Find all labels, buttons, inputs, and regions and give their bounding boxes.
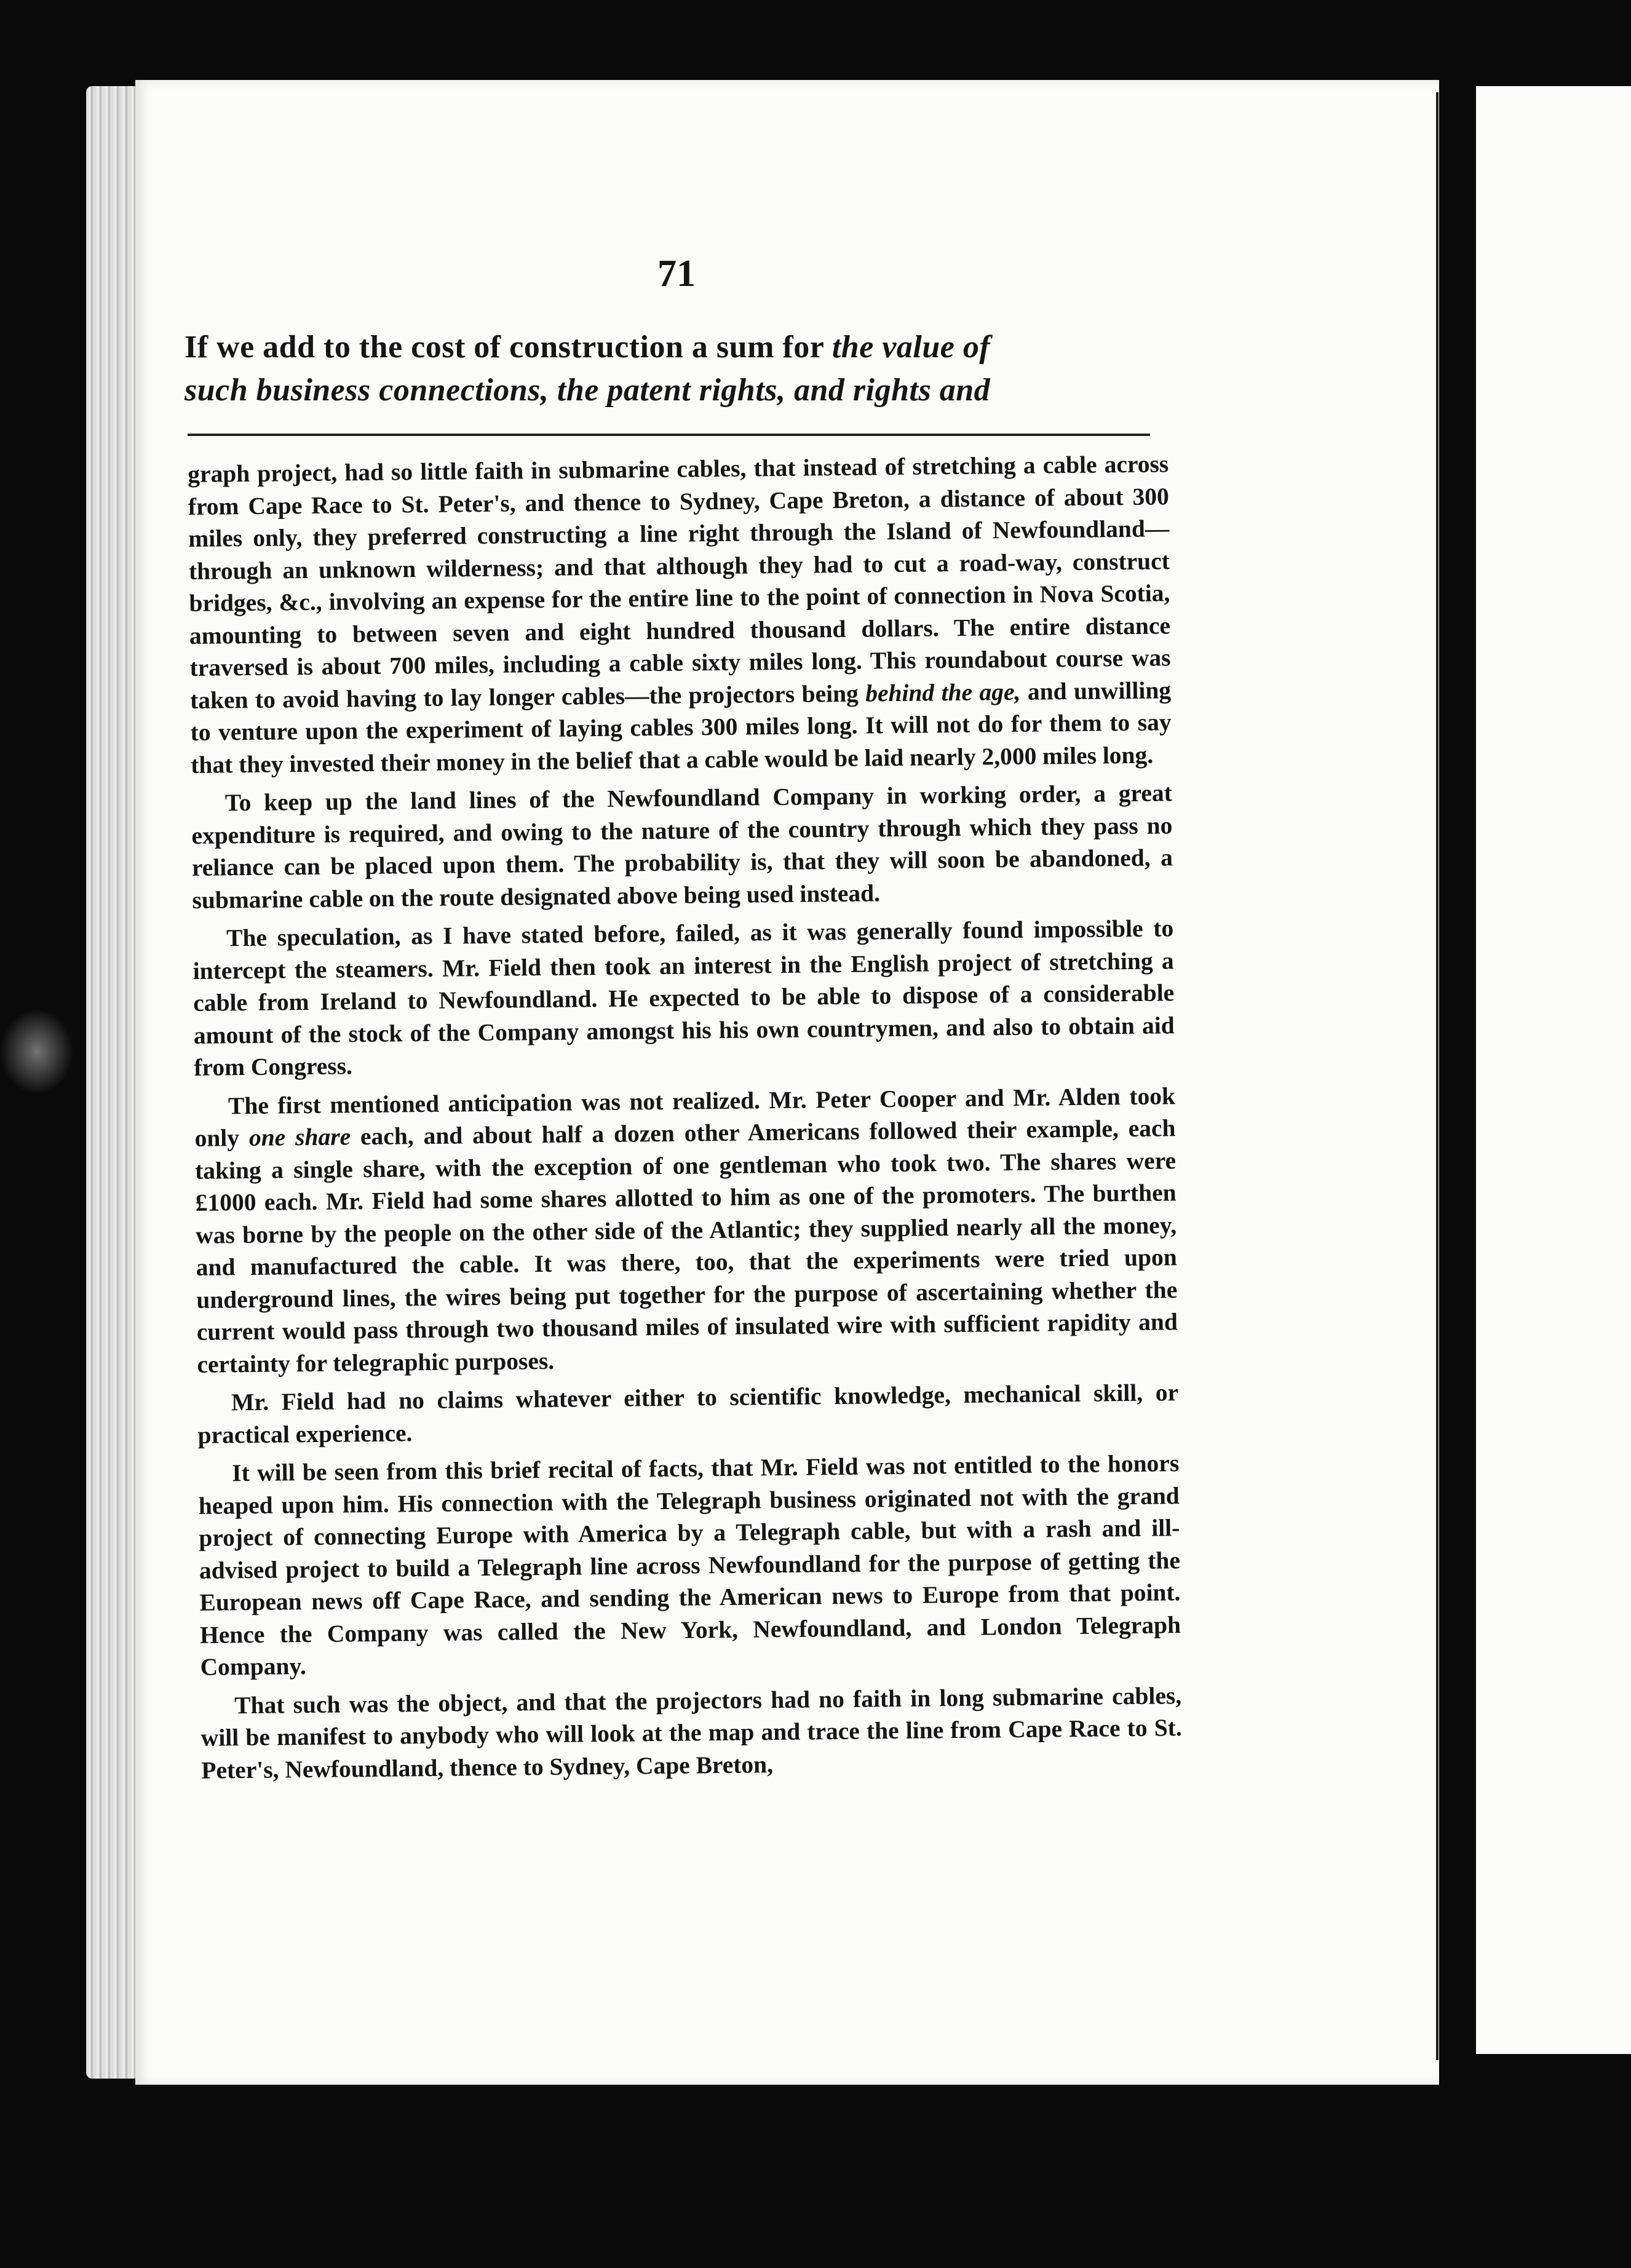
paragraph-3: The speculation, as I have stated before, failed, as it was generally found impossible to intercept the steamers. Mr. Field then took an interest in the English project of stretching a cable from Ireland to Newfoundland. He expected to be able to dispose of a considerable amount of the stock of the Company amongst his his own countrymen, and also to obtain aid from Congress. — [192, 914, 1175, 1081]
paragraph-4 — [194, 1080, 1178, 1381]
paragraph-1 — [188, 448, 1172, 781]
margin-smudge — [0, 1009, 74, 1095]
header-line-2-italic-a: such business connections, — [185, 373, 549, 408]
header-line-1-text: If we add to the cost of construction a sum for — [185, 330, 832, 365]
body-text — [188, 448, 1183, 1793]
page-number: 71 — [657, 253, 696, 295]
paragraph-4-run-1: The first mentioned anticipation was not realized. Mr. Peter Cooper and Mr. Alden took only — [194, 1082, 1176, 1152]
paragraph-1-run-1: graph project, had so little faith in submarine cables, that instead of stretching a cable across from Cape Race to St. Peter's, and thence to Sydney, Cape Breton, a distance of about 300 miles only, they preferred constructing a line right through the Island of Newfoundland—through an unknown wilderness; and that although they had to cut a road-way, construct bridges, &c., involving an expense for the entire line to the point of connection in Nova Scotia, amounting to between seven and eight hundred thousand dollars. The entire distance traversed is about 700 miles, including a cable sixty miles long. This roundabout course was taken to avoid having to lay longer cables—the projectors being — [188, 450, 1171, 714]
paragraph-4-italic: one share — [248, 1123, 351, 1152]
header-line-2 — [185, 369, 1150, 412]
gutter-shadow — [1436, 92, 1439, 2060]
facing-page-edge — [1476, 86, 1631, 2054]
paragraph-6: It will be seen from this brief recital of facts, that Mr. Field was not entitled to the honors heaped upon him. His connection with the Telegraph business originated not with the grand project of connecting Europe with America by a Telegraph cable, but with a rash and ill-advised project to build a Telegraph line across Newfoundland for the purpose of getting the European news off Cape Race, and sending the American news to Europe from that point. Hence the Company was called the New York, Newfoundland, and London Telegraph Company. — [198, 1449, 1181, 1681]
paragraph-2: To keep up the land lines of the Newfoundland Company in working order, a great expenditure is required, and owing to the nature of the country through which they pass no reliance can be placed upon them. The probability is, that they will soon be abandoned, a submarine cable on the route designated above being used instead. — [191, 779, 1173, 914]
paragraph-1-run-3: and unwilling to venture upon the experiment of laying cables 300 miles long. It will not do for them to say that they invested their money in the belief that a cable would be laid nearly 2,000 miles long. — [190, 676, 1172, 779]
paragraph-5: Mr. Field had no claims whatever either to scientific knowledge, mechanical skill, or practical experience. — [197, 1379, 1179, 1449]
paragraph-7: That such was the object, and that the projectors had no faith in long submarine cables, will be manifest to anybody who will look at the map and trace the line from Cape Race to St. Peter's, Newfoundland, thence to Sydney, Cape Breton, — [200, 1681, 1182, 1784]
paragraph-1-italic: behind the age, — [865, 678, 1021, 707]
running-header — [185, 326, 1150, 412]
header-line-2-italic-b: the patent rights, and rights and — [549, 373, 991, 408]
paragraph-4-run-3: each, and about half a dozen other Americans followed their example, each taking a single share, with the exception of one gentleman who took two. The shares were £1000 each. Mr. Field had some shares allotted to him as one of the promoters. The burthen was borne by the people on the other side of the Atlantic; they supplied nearly all the money, and manufactured the cable. It was there, too, that the experiments were tried upon underground lines, the wires being put together for the purpose of ascertaining whether the current would pass through two thousand miles of insulated wire with sufficient rapidity and certainty for telegraphic purposes. — [194, 1114, 1178, 1378]
header-line-1-italic: the value of — [831, 330, 991, 365]
header-line-1 — [185, 326, 1150, 369]
header-rule — [188, 434, 1150, 436]
